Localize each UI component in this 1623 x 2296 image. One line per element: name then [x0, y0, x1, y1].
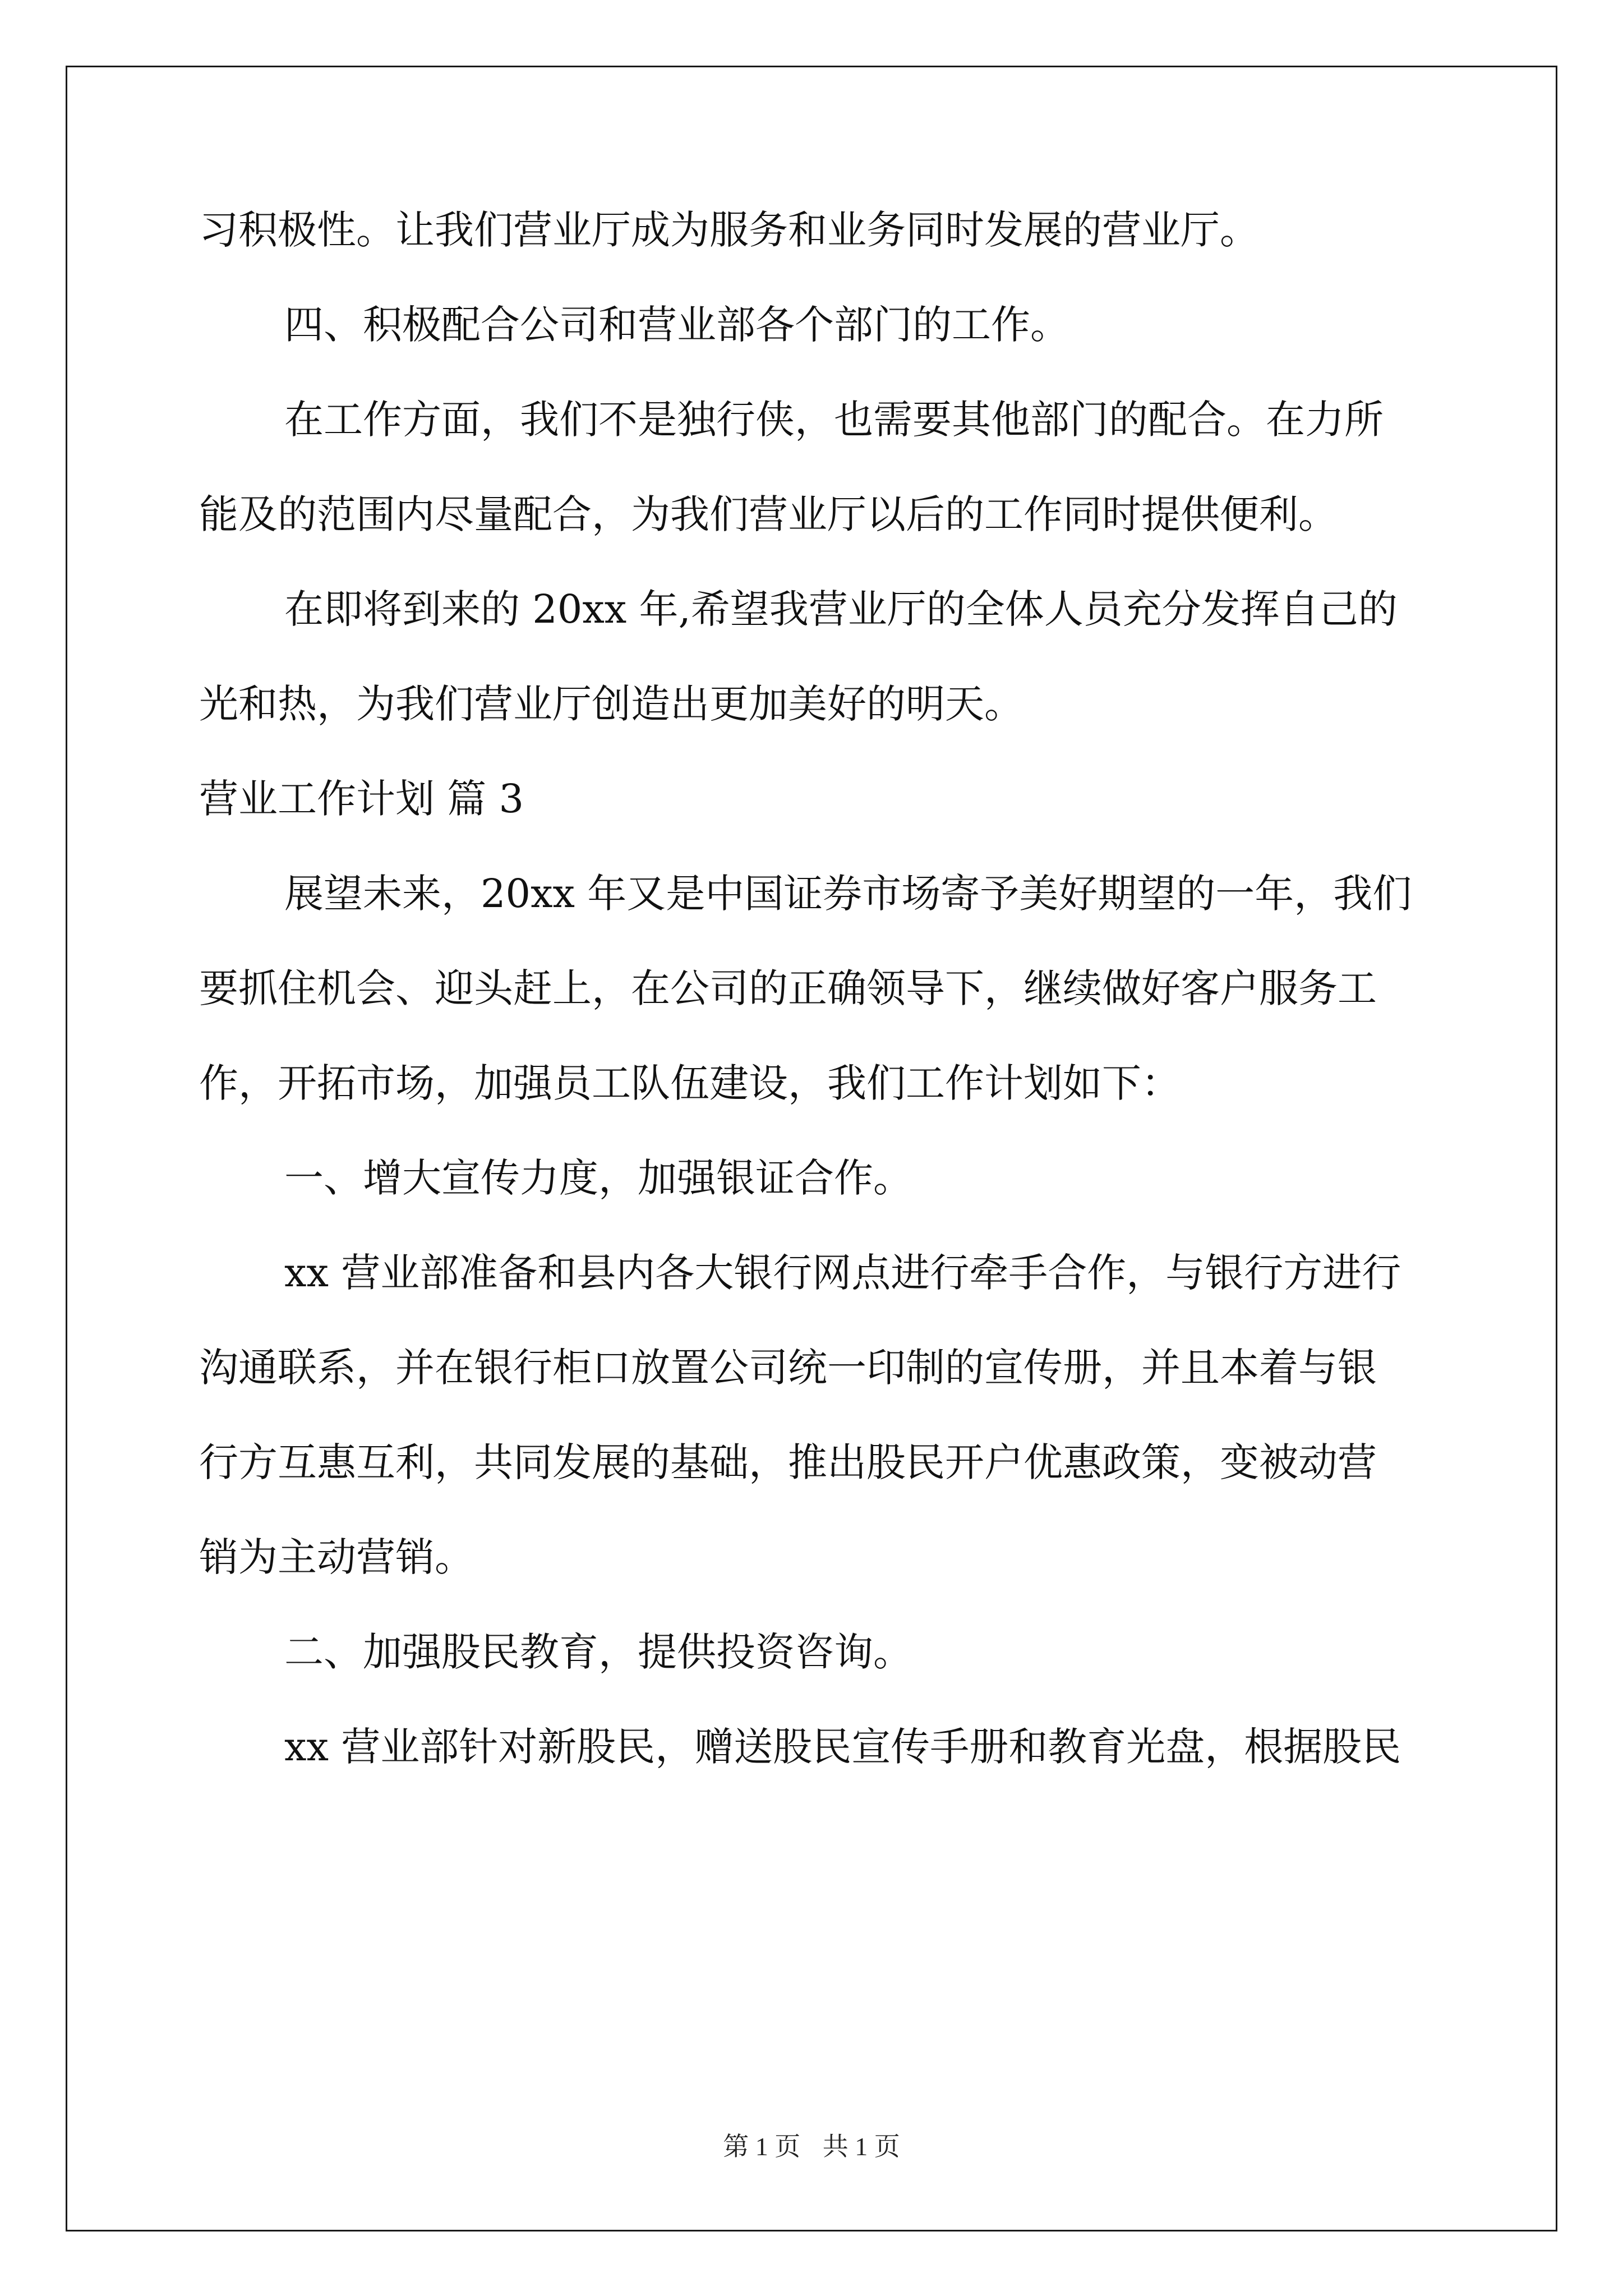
- paragraph-line: 要抓住机会、迎头赶上，在公司的正确领导下，继续做好客户服务工: [199, 965, 1377, 1011]
- page-border: [66, 66, 1557, 2231]
- paragraph-line: 行方互惠互利，共同发展的基础，推出股民开户优惠政策，变被动营: [199, 1439, 1377, 1485]
- page-footer: [0, 2126, 1623, 2163]
- paragraph-line: 光和热，为我们营业厅创造出更加美好的明天。: [199, 681, 1023, 727]
- paragraph-line: 作，开拓市场，加强员工队伍建设，我们工作计划如下：: [199, 1060, 1181, 1106]
- section-heading: 二、加强股民教育，提供投资咨询。: [284, 1629, 912, 1675]
- paragraph-line: 在工作方面，我们不是独行侠，也需要其他部门的配合。在力所: [284, 397, 1384, 443]
- paragraph-line: 在即将到来的 20xx 年,希望我营业厅的全体人员充分发挥自己的: [284, 586, 1398, 632]
- paragraph-line: 能及的范围内尽量配合，为我们营业厅以后的工作同时提供便利。: [199, 491, 1338, 537]
- section-heading: 四、积极配合公司和营业部各个部门的工作。: [284, 302, 1069, 348]
- paragraph-line: 沟通联系，并在银行柜口放置公司统一印制的宣传册，并且本着与银: [199, 1345, 1377, 1391]
- paragraph-line: 销为主动营销。: [199, 1534, 474, 1580]
- paragraph-line: xx 营业部针对新股民，赠送股民宣传手册和教育光盘，根据股民: [284, 1724, 1401, 1770]
- page-number: 第 1 页: [723, 2132, 801, 2161]
- page-total: 共 1 页: [822, 2132, 900, 2161]
- article-title: 营业工作计划 篇 3: [199, 776, 524, 822]
- paragraph-line: xx 营业部准备和县内各大银行网点进行牵手合作，与银行方进行: [284, 1250, 1401, 1296]
- paragraph-line: 展望未来，20xx 年又是中国证券市场寄予美好期望的一年，我们: [284, 871, 1412, 917]
- paragraph-line: 习积极性。让我们营业厅成为服务和业务同时发展的营业厅。: [199, 207, 1259, 253]
- section-heading: 一、增大宣传力度，加强银证合作。: [284, 1155, 912, 1201]
